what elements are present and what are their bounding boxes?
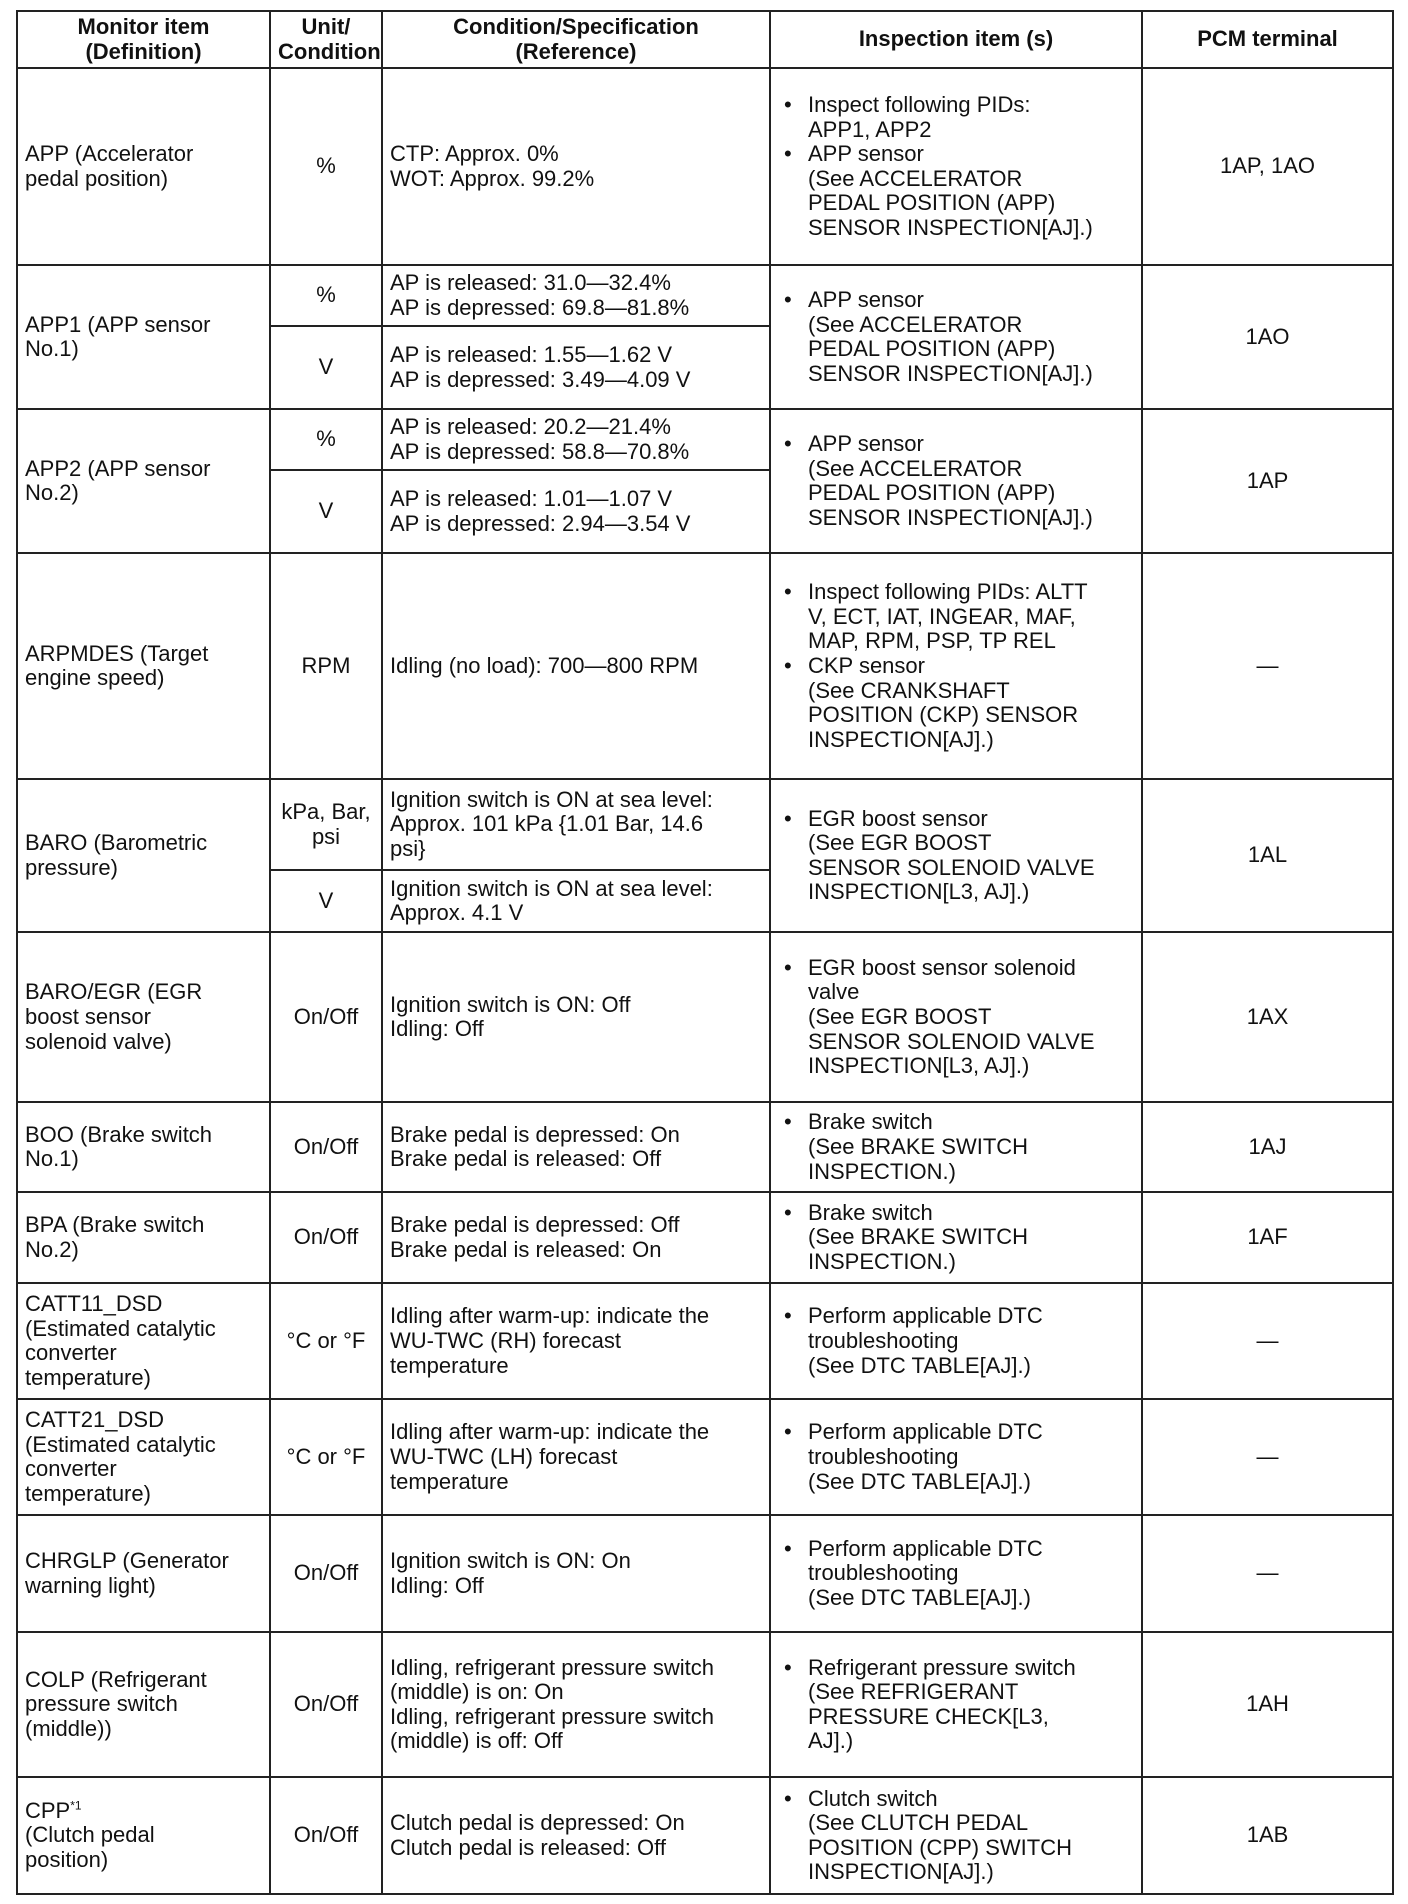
header-pcm-terminal: PCM terminal: [1142, 11, 1393, 68]
inspection-cell: [770, 1515, 1142, 1632]
condition-cell: AP is released: 20.2—21.4% AP is depressed: 58.8—70.8%: [382, 409, 770, 470]
condition-cell: Idling (no load): 700—800 RPM: [382, 553, 770, 779]
inspection-bullet: • Brake switch (See BRAKE SWITCH INSPECTION.): [778, 1201, 1134, 1275]
monitor-item: APP (Accelerator pedal position): [17, 68, 270, 265]
inspection-cell: [770, 265, 1142, 409]
monitor-item-code: CPP: [25, 1797, 71, 1823]
condition-cell: AP is released: 1.01—1.07 V AP is depressed: 2.94—3.54 V: [382, 470, 770, 553]
inspection-bullet: • Inspect following PIDs: APP1, APP2: [778, 93, 1134, 142]
table-row: [17, 932, 1393, 1102]
monitor-item: BARO/EGR (EGR boost sensor solenoid valve): [17, 932, 270, 1102]
inspection-cell: [770, 1192, 1142, 1283]
condition-cell: Brake pedal is depressed: Off Brake pedal is released: On: [382, 1192, 770, 1283]
monitor-item: BARO (Barometric pressure): [17, 779, 270, 932]
condition-cell: Ignition switch is ON: On Idling: Off: [382, 1515, 770, 1632]
pcm-terminal: 1AB: [1142, 1777, 1393, 1894]
unit-cell: On/Off: [270, 1515, 382, 1632]
unit-cell: kPa, Bar, psi: [270, 779, 382, 870]
monitor-item: CATT21_DSD (Estimated catalytic converter temperature): [17, 1399, 270, 1515]
pcm-terminal: 1AH: [1142, 1632, 1393, 1777]
table-row: [17, 409, 1393, 470]
table-row: [17, 68, 1393, 265]
inspection-cell: [770, 1283, 1142, 1399]
inspection-bullet: • CKP sensor (See CRANKSHAFT POSITION (CKP) SENSOR INSPECTION[AJ].): [778, 654, 1134, 753]
inspection-cell: [770, 553, 1142, 779]
header-unit-condition: Unit/ Condition: [270, 11, 382, 68]
inspection-cell: [770, 1399, 1142, 1515]
pcm-terminal: 1AF: [1142, 1192, 1393, 1283]
inspection-bullet: • APP sensor (See ACCELERATOR PEDAL POSITION (APP) SENSOR INSPECTION[AJ].): [778, 288, 1134, 387]
footnote-marker: *1: [70, 1798, 82, 1813]
condition-cell: AP is released: 1.55—1.62 V AP is depressed: 3.49—4.09 V: [382, 326, 770, 409]
table-row: [17, 1192, 1393, 1283]
monitor-spec-table: [16, 10, 1394, 1895]
unit-cell: V: [270, 326, 382, 409]
table-row: [17, 1632, 1393, 1777]
condition-cell: CTP: Approx. 0% WOT: Approx. 99.2%: [382, 68, 770, 265]
table-row: [17, 1777, 1393, 1894]
pcm-terminal: —: [1142, 553, 1393, 779]
monitor-item: APP2 (APP sensor No.2): [17, 409, 270, 553]
inspection-bullet: • Refrigerant pressure switch (See REFRIGERANT PRESSURE CHECK[L3, AJ].): [778, 1656, 1134, 1755]
table-row: [17, 1102, 1393, 1192]
monitor-item: COLP (Refrigerant pressure switch (middle)): [17, 1632, 270, 1777]
condition-cell: Idling after warm-up: indicate the WU-TWC (RH) forecast temperature: [382, 1283, 770, 1399]
unit-cell: %: [270, 409, 382, 470]
condition-cell: Brake pedal is depressed: On Brake pedal is released: Off: [382, 1102, 770, 1192]
inspection-bullet: • Perform applicable DTC troubleshooting (See DTC TABLE[AJ].): [778, 1304, 1134, 1378]
unit-cell: V: [270, 470, 382, 553]
monitor-item-definition: (Clutch pedal position): [25, 1822, 155, 1873]
inspection-bullet: • Perform applicable DTC troubleshooting (See DTC TABLE[AJ].): [778, 1537, 1134, 1611]
inspection-cell: [770, 68, 1142, 265]
header-monitor-item: Monitor item (Definition): [17, 11, 270, 68]
unit-cell: RPM: [270, 553, 382, 779]
inspection-cell: [770, 1632, 1142, 1777]
pcm-terminal: 1AL: [1142, 779, 1393, 932]
inspection-bullet: • Clutch switch (See CLUTCH PEDAL POSITION (CPP) SWITCH INSPECTION[AJ].): [778, 1787, 1134, 1886]
header-row: [17, 11, 1393, 68]
monitor-item: APP1 (APP sensor No.1): [17, 265, 270, 409]
pcm-terminal: 1AP, 1AO: [1142, 68, 1393, 265]
inspection-cell: [770, 932, 1142, 1102]
condition-cell: Clutch pedal is depressed: On Clutch pedal is released: Off: [382, 1777, 770, 1894]
inspection-bullet: • Brake switch (See BRAKE SWITCH INSPECTION.): [778, 1110, 1134, 1184]
table-row: [17, 779, 1393, 870]
inspection-cell: [770, 1102, 1142, 1192]
monitor-item: ARPMDES (Target engine speed): [17, 553, 270, 779]
inspection-bullet: • APP sensor (See ACCELERATOR PEDAL POSITION (APP) SENSOR INSPECTION[AJ].): [778, 142, 1134, 241]
table-row: [17, 1515, 1393, 1632]
condition-cell: Ignition switch is ON: Off Idling: Off: [382, 932, 770, 1102]
inspection-bullet: • APP sensor (See ACCELERATOR PEDAL POSITION (APP) SENSOR INSPECTION[AJ].): [778, 432, 1134, 531]
table-row: [17, 553, 1393, 779]
unit-cell: On/Off: [270, 932, 382, 1102]
monitor-item: BOO (Brake switch No.1): [17, 1102, 270, 1192]
condition-cell: AP is released: 31.0—32.4% AP is depressed: 69.8—81.8%: [382, 265, 770, 326]
inspection-cell: [770, 779, 1142, 932]
pcm-terminal: —: [1142, 1283, 1393, 1399]
unit-cell: On/Off: [270, 1777, 382, 1894]
table-row: [17, 265, 1393, 326]
condition-cell: Ignition switch is ON at sea level: Approx. 101 kPa {1.01 Bar, 14.6 psi}: [382, 779, 770, 870]
table-row: [17, 1283, 1393, 1399]
inspection-bullet: • Perform applicable DTC troubleshooting (See DTC TABLE[AJ].): [778, 1420, 1134, 1494]
condition-cell: Idling, refrigerant pressure switch (middle) is on: On Idling, refrigerant pressure switch (middle) is off: Off: [382, 1632, 770, 1777]
inspection-bullet: • EGR boost sensor (See EGR BOOST SENSOR SOLENOID VALVE INSPECTION[L3, AJ].): [778, 807, 1134, 906]
monitor-item: CHRGLP (Generator warning light): [17, 1515, 270, 1632]
unit-cell: %: [270, 68, 382, 265]
inspection-cell: [770, 1777, 1142, 1894]
unit-cell: On/Off: [270, 1632, 382, 1777]
pcm-terminal: 1AJ: [1142, 1102, 1393, 1192]
pcm-terminal: —: [1142, 1399, 1393, 1515]
pcm-terminal: 1AX: [1142, 932, 1393, 1102]
condition-cell: Idling after warm-up: indicate the WU-TWC (LH) forecast temperature: [382, 1399, 770, 1515]
unit-cell: °C or °F: [270, 1399, 382, 1515]
unit-cell: On/Off: [270, 1102, 382, 1192]
table-row: [17, 1399, 1393, 1515]
monitor-item: BPA (Brake switch No.2): [17, 1192, 270, 1283]
inspection-cell: [770, 409, 1142, 553]
inspection-bullet: • Inspect following PIDs: ALTT V, ECT, IAT, INGEAR, MAF, MAP, RPM, PSP, TP REL: [778, 580, 1134, 654]
condition-cell: Ignition switch is ON at sea level: Approx. 4.1 V: [382, 870, 770, 932]
unit-cell: V: [270, 870, 382, 932]
pcm-terminal: —: [1142, 1515, 1393, 1632]
inspection-bullet: • EGR boost sensor solenoid valve (See EGR BOOST SENSOR SOLENOID VALVE INSPECTION[L3, AJ].): [778, 956, 1134, 1079]
header-condition-spec: Condition/Specification (Reference): [382, 11, 770, 68]
unit-cell: On/Off: [270, 1192, 382, 1283]
header-inspection-items: Inspection item (s): [770, 11, 1142, 68]
pcm-terminal: 1AO: [1142, 265, 1393, 409]
unit-cell: °C or °F: [270, 1283, 382, 1399]
monitor-item: [17, 1777, 270, 1894]
pcm-terminal: 1AP: [1142, 409, 1393, 553]
monitor-item: CATT11_DSD (Estimated catalytic converter temperature): [17, 1283, 270, 1399]
unit-cell: %: [270, 265, 382, 326]
